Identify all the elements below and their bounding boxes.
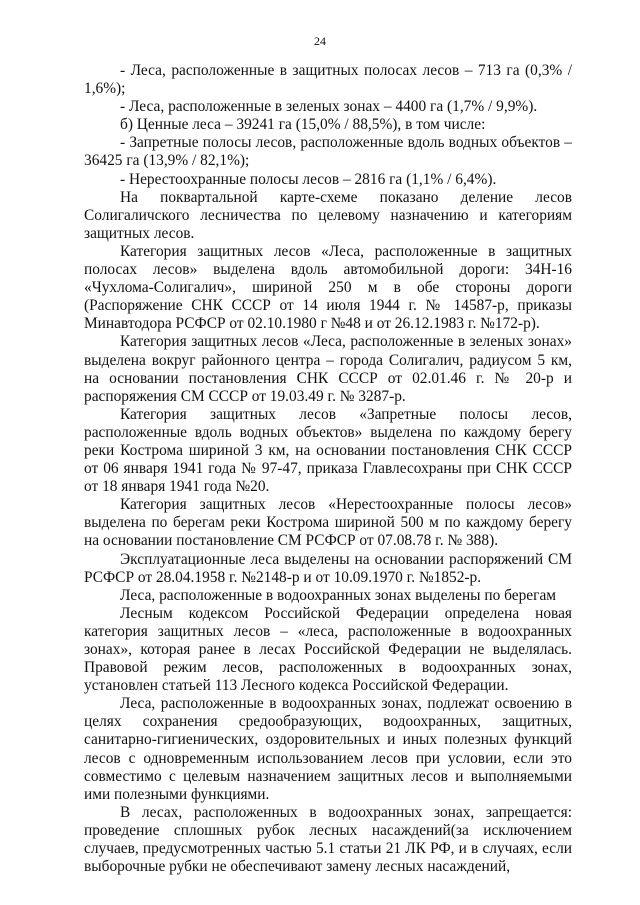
paragraph-protective-strips: - Леса, расположенные в защитных полосах лесов – 713 га (0,3% / 1,6%); [84,62,572,98]
paragraph-prohibitions: В лесах, расположенных в водоохранных зонах, запрещается: проведение сплошных рубок лесных насаждений(за исключением случаев, предусмотренных частью 5.1 статьи 21 ЛК РФ, и в случаях, если выборочные рубки не обеспечивают замену лесных насаждений, [84,803,572,876]
paragraph-category-spawning: Категория защитных лесов «Нерестоохранные полосы лесов» выделена по берегам реки Кострома шириной 500 м по каждому берегу на основании постановление СМ РСФСР от 07.08.78 г. № 388). [84,496,572,550]
paragraph-green-zones: - Леса, расположенные в зеленых зонах – 4400 га (1,7% / 9,9%). [120,98,538,116]
paragraph-category-green-zone: Категория защитных лесов «Леса, расположенные в зеленых зонах» выделена вокруг районного центра – города Солигалич, радиусом 5 км, на основании постановления СНК СССР от 02.01.46 г. № 20-р и распоряжения СМ СССР от 19.03.49 г. № 3287-р. [84,333,572,405]
paragraph-forest-code: Лесным кодексом Российской Федерации определена новая категория защитных лесов – «леса, расположенные в водоохранных зонах», которая ранее в лесах Российской Федерации не выделялась. Правовой режим лесов, расположенных в водоохранных зонах, установлен статьей 113 Лесного кодекса Российской Федерации. [84,604,572,695]
paragraph-category-forbidden: Категория защитных лесов «Запретные полосы лесов, расположенные вдоль водных объектов» выделена по каждому берегу реки Кострома шириной 3 км, на основании постановления СНК СССР от 06 января 1941 года № 97-47, приказа Главлесохраны при СНК СССР от 18 января 1941 года №20. [84,405,572,496]
paragraph-development: Леса, расположенные в водоохранных зонах, подлежат освоению в целях сохранения средообразующих, водоохранных, защитных, санитарно-гигиенических, оздоровительных и иных полезных функций лесов с одновременным использованием лесов при условии, если это совместимо с целевым назначением защитных лесов и выполняемыми ими полезными функциями. [84,695,572,803]
paragraph-valuable-forests: б) Ценные леса – 39241 га (15,0% / 88,5%), в том числе: [120,116,486,134]
paragraph-map-scheme: На поквартальной карте-схеме показано деление лесов Солигаличского лесничества по целевому назначению и категориям защитных лесов. [84,188,572,242]
page-number: 24 [314,34,326,48]
paragraph-exploitation: Эксплуатационные леса выделены на основании распоряжений СМ РСФСР от 28.04.1958 г. №2148-р и от 10.09.1970 г. №1852-р. [84,550,572,586]
document-body [84,62,572,876]
paragraph-category-road: Категория защитных лесов «Леса, расположенные в защитных полосах лесов» выделена вдоль автомобильной дороги: 34Н-16 «Чухлома-Солигалич», шириной 250 м в обе стороны дороги (Распоряжение СНК СССР от 14 июля 1944 г. № 14587-р, приказы Минавтодора РСФСР от 02.10.1980 г №48 и от 26.12.1983 г. №172-р). [84,242,572,333]
paragraph-forbidden-strips: - Запретные полосы лесов, расположенные вдоль водных объектов – 36425 га (13,9% / 82,1%); [84,134,572,170]
paragraph-spawning-strips: - Нерестоохранные полосы лесов – 2816 га (1,1% / 6,4%). [120,170,497,188]
paragraph-water-protection-banks: Леса, расположенные в водоохранных зонах выделены по берегам [120,586,557,604]
